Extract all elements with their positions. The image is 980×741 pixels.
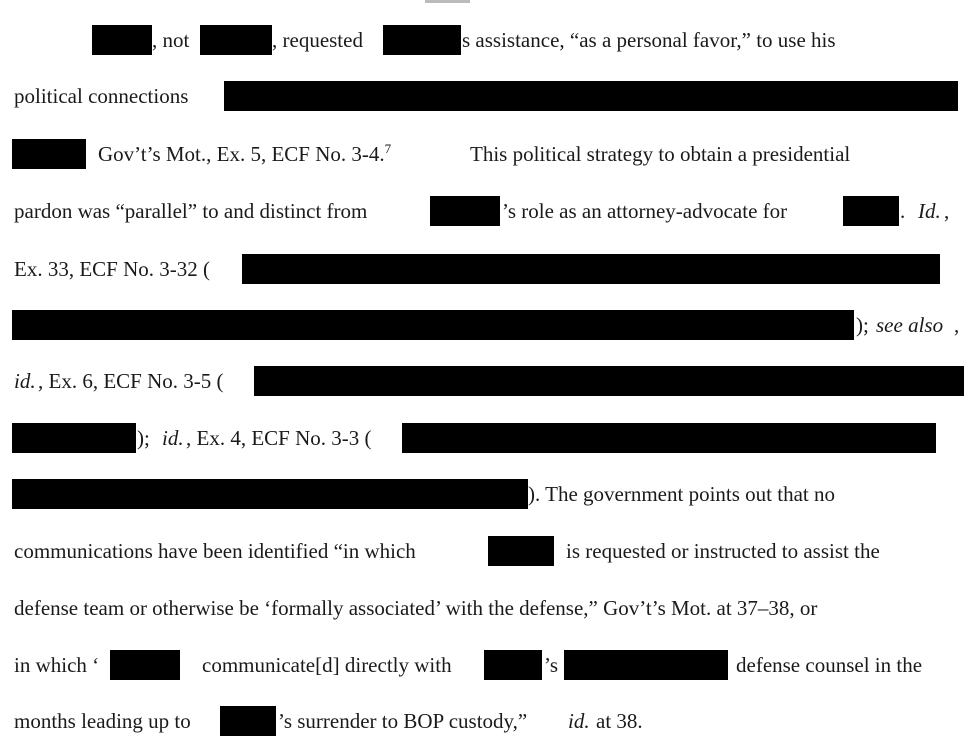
redaction-block xyxy=(430,196,500,226)
redaction-block xyxy=(402,423,936,453)
citation-id: id. xyxy=(162,426,184,450)
text-run: , xyxy=(944,199,950,223)
text-run: communicate[d] directly with xyxy=(202,653,452,677)
citation-id: id. xyxy=(14,369,36,393)
redaction-block xyxy=(383,25,461,55)
text-run: Ex. 33, ECF No. 3-32 ( xyxy=(14,257,210,281)
text-run: ). The government points out that no xyxy=(528,482,835,506)
text-run: months leading up to xyxy=(14,709,191,733)
redaction-block xyxy=(843,196,899,226)
text-run: ’s role as an attorney-advocate for xyxy=(502,199,788,223)
text-run: ); xyxy=(137,426,150,450)
redaction-block xyxy=(242,254,940,284)
text-run: , requested xyxy=(272,28,363,52)
citation-text: Gov’t’s Mot., Ex. 5, ECF No. 3-4. xyxy=(98,142,385,166)
text-run: ); xyxy=(856,313,869,337)
text-run: political connections xyxy=(14,84,189,108)
redaction-block xyxy=(110,650,180,680)
text-run: is requested or instructed to assist the xyxy=(566,539,880,563)
redaction-block xyxy=(220,706,276,736)
citation-id: id. xyxy=(568,709,590,733)
redaction-block xyxy=(484,650,542,680)
redaction-block xyxy=(254,366,964,396)
text-run: defense counsel in the xyxy=(736,653,923,677)
redaction-block xyxy=(564,650,728,680)
text-run: , Ex. 6, ECF No. 3-5 ( xyxy=(38,369,224,393)
text-run: , not xyxy=(152,28,190,52)
citation-id: Id. xyxy=(918,199,941,223)
text-run: s assistance, “as a personal favor,” to use his xyxy=(462,28,836,52)
text-run: This political strategy to obtain a presidential xyxy=(470,142,851,166)
text-run: . xyxy=(900,199,906,223)
text-run: , Ex. 4, ECF No. 3-3 ( xyxy=(186,426,372,450)
redaction-block xyxy=(488,536,554,566)
text-run: defense team or otherwise be ‘formally associated’ with the defense,” Gov’t’s Mot. at 37–38, or xyxy=(14,596,818,620)
redaction-block xyxy=(200,25,272,55)
text-run: , xyxy=(954,313,960,337)
redaction-block xyxy=(12,479,528,509)
redaction-block xyxy=(12,310,854,340)
citation-see-also: see also xyxy=(876,313,944,337)
redaction-block xyxy=(224,81,958,111)
text-run: ’s surrender to BOP custody,” xyxy=(278,709,528,733)
redaction-block xyxy=(92,25,152,55)
redaction-block xyxy=(12,423,136,453)
text-run: ’s xyxy=(544,653,559,677)
text-run: at 38. xyxy=(596,709,643,733)
text-run: in which ‘ xyxy=(14,653,100,677)
scan-mark xyxy=(425,0,470,3)
text-run: pardon was “parallel” to and distinct from xyxy=(14,199,368,223)
text-run: communications have been identified “in which xyxy=(14,539,416,563)
footnote-marker[interactable]: 7 xyxy=(384,141,392,156)
text-run xyxy=(98,139,391,169)
redaction-block xyxy=(12,139,86,169)
